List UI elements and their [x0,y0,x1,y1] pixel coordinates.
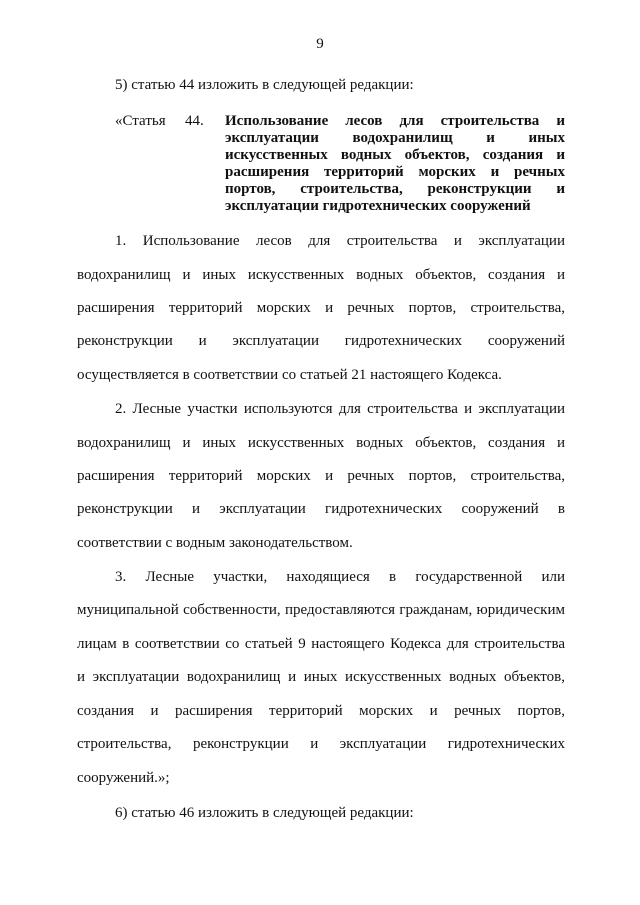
paragraph-3-line: лицам в соответствии со статьей 9 настоящего Кодекса для строительства [77,636,565,652]
article-title-line: портов, строительства, реконструкции и [225,181,565,197]
paragraph-2-line: водохранилищ и иных искусственных водных объектов, создания и [77,435,565,451]
amendment-intro-5: 5) статью 44 изложить в следующей редакции: [115,77,414,93]
paragraph-1-line: расширения территорий морских и речных портов, строительства, [77,300,565,316]
paragraph-3-line: строительства, реконструкции и эксплуатации гидротехнических [77,736,565,752]
paragraph-1-line: 1. Использование лесов для строительства и эксплуатации [115,233,565,249]
paragraph-3-line: создания и расширения территорий морских и речных портов, [77,703,565,719]
paragraph-2-line: расширения территорий морских и речных портов, строительства, [77,468,565,484]
paragraph-2-line: 2. Лесные участки используются для строительства и эксплуатации [115,401,565,417]
article-title [225,113,565,215]
article-title-line: расширения территорий морских и речных [225,164,565,180]
paragraph-1-line: осуществляется в соответствии со статьей 21 настоящего Кодекса. [77,367,502,383]
article-label-number: 44. [185,113,204,129]
paragraph-1-line: водохранилищ и иных искусственных водных объектов, создания и [77,267,565,283]
page-number: 9 [316,36,324,52]
article-title-line: эксплуатации водохранилищ и иных [225,130,565,146]
paragraph-3-line: сооружений.»; [77,770,170,786]
paragraph-2-line: соответствии с водным законодательством. [77,535,353,551]
article-title-line: Использование лесов для строительства и [225,113,565,129]
paragraph-3-line: и эксплуатации водохранилищ и иных искусственных водных объектов, [77,669,565,685]
paragraph-2-line: реконструкции и эксплуатации гидротехнических сооружений в [77,501,565,517]
paragraph-1-line: реконструкции и эксплуатации гидротехнических сооружений [77,333,565,349]
paragraph-3-line: 3. Лесные участки, находящиеся в государственной или [115,569,565,585]
amendment-intro-6: 6) статью 46 изложить в следующей редакции: [115,805,414,821]
article-label-word: «Статья [115,113,166,129]
paragraph-3-line: муниципальной собственности, предоставляются гражданам, юридическим [77,602,565,618]
article-title-line: эксплуатации гидротехнических сооружений [225,198,531,214]
article-title-line: искусственных водных объектов, создания и [225,147,565,163]
